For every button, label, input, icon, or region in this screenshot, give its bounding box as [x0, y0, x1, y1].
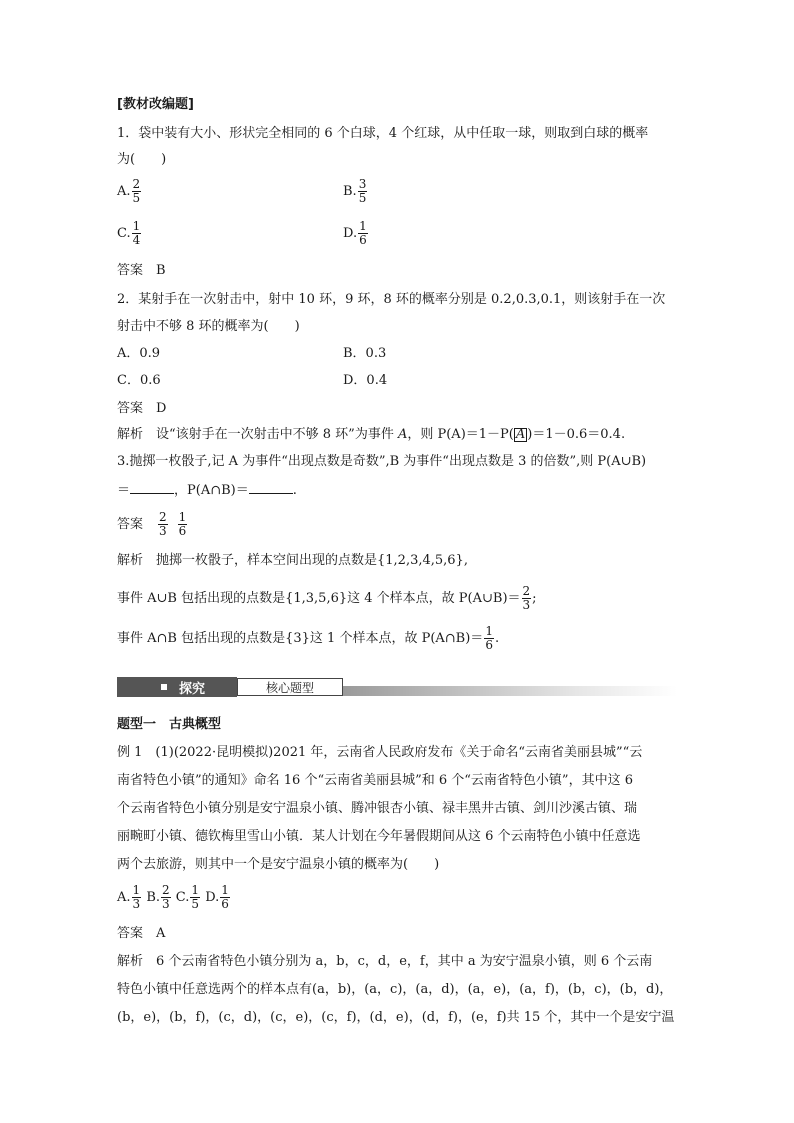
banner-tag: 核心题型: [237, 678, 343, 696]
numerator: 1: [132, 219, 141, 233]
q1-option-d: [343, 220, 369, 247]
q3-text-line-2: [117, 481, 297, 499]
numerator: 3: [358, 177, 367, 191]
example-text-line-5: 两个去旅游，则其中一个是安宁温泉小镇的概率为( ): [117, 857, 440, 872]
q2-analysis: [117, 427, 625, 443]
denominator: 5: [191, 897, 200, 911]
topic-heading: 题型一 古典概型: [117, 717, 222, 732]
denominator: 6: [178, 524, 187, 538]
option-letter: D.: [343, 226, 358, 241]
section-label: [教材改编题]: [117, 97, 194, 112]
equals-sign: ＝: [117, 483, 131, 498]
q1-text-line-2: 为( ): [117, 152, 167, 167]
q2-option-d: D．0.4: [343, 373, 388, 388]
option-letter: B.: [343, 184, 357, 199]
option-letter: A.: [117, 184, 131, 199]
period: .: [292, 483, 297, 498]
banner-title: 探究: [179, 681, 206, 697]
punctuation: .: [494, 631, 500, 646]
q3-analysis-3: [117, 625, 499, 652]
numerator: 1: [191, 883, 200, 897]
denominator: 3: [132, 897, 141, 911]
option-c-fraction: [190, 884, 200, 911]
analysis-fraction: [484, 625, 494, 652]
example-options: [117, 884, 231, 911]
analysis-fraction: [522, 585, 532, 612]
answer-fraction-1: [158, 511, 168, 538]
q1-option-b: [343, 178, 368, 205]
q3-text-line-1: 3.抛掷一枚骰子,记 A 为事件“出现点数是奇数”,B 为事件“出现点数是 3 的倍数”,则 P(A∪B): [117, 454, 647, 469]
numerator: 1: [178, 510, 187, 524]
numerator: 2: [522, 584, 531, 598]
option-fraction: [358, 220, 368, 247]
option-fraction: [132, 220, 142, 247]
option-d-fraction: [220, 884, 230, 911]
numerator: 1: [132, 883, 141, 897]
option-letter: B.: [146, 890, 160, 905]
analysis-text: 事件 A∪B 包括出现的点数是{1,3,5,6}这 4 个样本点，故 P(A∪B)＝: [117, 591, 521, 606]
option-fraction: [358, 178, 368, 205]
denominator: 5: [132, 191, 141, 205]
option-b-fraction: [161, 884, 171, 911]
analysis-text: )＝1－0.6＝0.4.: [527, 427, 626, 442]
q3-analysis-1: 解析 抛掷一枚骰子，样本空间出现的点数是{1,2,3,4,5,6},: [117, 553, 468, 568]
q1-option-c: [117, 220, 142, 247]
q2-option-b: B．0.3: [343, 346, 387, 361]
denominator: 3: [522, 598, 531, 612]
denominator: 5: [358, 191, 367, 205]
example-text-line-4: 丽畹町小镇、德钦梅里雪山小镇．某人计划在今年暑假期间从这 6 个云南特色小镇中任意选: [117, 829, 641, 844]
option-letter: A.: [117, 890, 131, 905]
answer-fraction-2: [178, 511, 188, 538]
analysis-variable: A: [397, 427, 408, 442]
option-letter: D.: [205, 890, 220, 905]
denominator: 6: [221, 897, 229, 911]
q2-text-line-2: 射击中不够 8 环的概率为( ): [117, 319, 300, 334]
analysis-text: 解析 设“该射手在一次射击中不够 8 环”为事件: [117, 427, 398, 442]
q2-answer: 答案 D: [117, 401, 167, 416]
punctuation: ;: [532, 591, 537, 606]
numerator: 2: [162, 883, 170, 897]
option-fraction: [132, 178, 142, 205]
denominator: 6: [485, 638, 493, 652]
q2-option-c: C．0.6: [117, 373, 161, 388]
numerator: 2: [132, 177, 141, 191]
example-answer: 答案 A: [117, 926, 166, 941]
q2-option-a: A．0.9: [117, 346, 161, 361]
banner-title-bar: [117, 677, 237, 697]
q2-text-line-1: 2．某射手在一次射击中，射中 10 环，9 环，8 环的概率分别是 0.2,0.3,0.1，则该射手在一次: [117, 292, 666, 307]
q1-option-a: [117, 178, 142, 205]
q3-inline-text: ，P(A∩B)＝: [174, 483, 249, 498]
denominator: 3: [159, 524, 167, 538]
numerator: 1: [221, 883, 229, 897]
answer-blank-2[interactable]: [249, 481, 293, 494]
option-letter: C.: [117, 226, 131, 241]
q1-text-line-1: 1．袋中装有大小、形状完全相同的 6 个白球，4 个红球，从中任取一球，则取到白球的概率: [117, 126, 649, 141]
banner-gradient-rule: [343, 686, 677, 696]
denominator: 6: [359, 233, 367, 247]
square-bullet-icon: [161, 684, 167, 690]
analysis-text: 事件 A∩B 包括出现的点数是{3}这 1 个样本点，故 P(A∩B)＝: [117, 631, 484, 646]
numerator: 1: [359, 219, 367, 233]
denominator: 4: [132, 233, 141, 247]
section-banner: [117, 677, 677, 697]
q3-answer: [117, 511, 188, 538]
numerator: 2: [159, 510, 167, 524]
example-text-line-1: 例 1 (1)(2022·昆明模拟)2021 年，云南省人民政府发布《关于命名“云南省美丽县城”“云: [117, 745, 643, 760]
example-analysis-2: 特色小镇中任意选两个的样本点有(a，b)，(a，c)，(a，d)，(a，e)，(a，f)，(b，c)，(b，d)，: [117, 982, 673, 997]
option-letter: C.: [175, 890, 190, 905]
q3-analysis-2: [117, 585, 537, 612]
answer-blank-1[interactable]: [130, 481, 174, 494]
answer-label: 答案: [117, 517, 144, 532]
q1-answer: 答案 B: [117, 263, 166, 278]
complement-event-symbol: A: [515, 427, 526, 442]
numerator: 1: [485, 624, 493, 638]
example-text-line-3: 个云南省特色小镇分别是安宁温泉小镇、腾冲银杏小镇、禄丰黑井古镇、剑川沙溪古镇、瑞: [117, 801, 638, 816]
option-a-fraction: [132, 884, 142, 911]
example-analysis-3: (b，e)，(b，f)，(c，d)，(c，e)，(c，f)，(d，e)，(d，f)，(e，f)共 15 个，其中一个是安宁温: [117, 1010, 675, 1025]
example-text-line-2: 南省特色小镇”的通知》命名 16 个“云南省美丽县城”和 6 个“云南省特色小镇”，其中这 6: [117, 773, 633, 788]
example-analysis-1: 解析 6 个云南省特色小镇分别为 a，b，c，d，e，f，其中 a 为安宁温泉小镇，则 6 个云南: [117, 954, 653, 969]
analysis-text: ，则 P(A)＝1－P(: [407, 427, 514, 442]
denominator: 3: [162, 897, 170, 911]
